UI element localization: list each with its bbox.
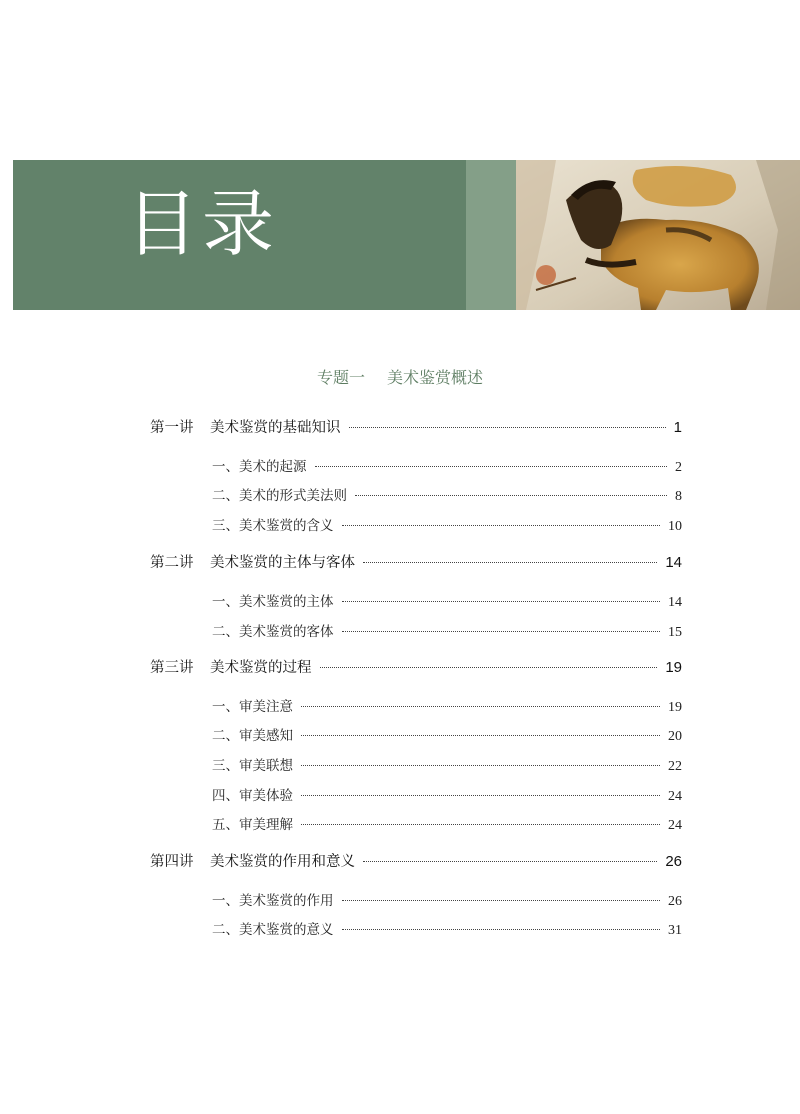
page-number: 26 [668, 894, 682, 909]
page-number: 10 [668, 519, 682, 534]
page-number: 2 [675, 460, 682, 475]
dot-leader [363, 861, 657, 862]
page-number: 15 [668, 625, 682, 640]
page-number: 1 [673, 419, 682, 436]
section-title: 二、美术鉴赏的客体 [212, 624, 334, 640]
dot-leader [342, 525, 661, 526]
lecture-number: 第一讲 [150, 420, 194, 436]
section-title: 一、美术的起源 [212, 459, 307, 475]
cave-painting-image [516, 160, 800, 310]
toc-section[interactable] [212, 784, 682, 805]
page-title: 目录 [126, 182, 279, 266]
dot-leader [342, 929, 661, 930]
header-banner [13, 160, 800, 310]
dot-leader [301, 765, 660, 766]
lecture-number: 第四讲 [150, 854, 194, 870]
topic-title: 美术鉴赏概述 [387, 368, 484, 387]
dot-leader [301, 706, 660, 707]
page-number: 20 [668, 729, 682, 744]
topic-number: 专题一 [316, 368, 365, 387]
banner-green-block [13, 160, 466, 310]
toc-lecture-3[interactable] [150, 656, 682, 677]
page-number: 24 [668, 818, 682, 833]
dot-leader [320, 667, 658, 668]
section-title: 一、美术鉴赏的主体 [212, 594, 334, 610]
toc-section[interactable] [212, 889, 682, 910]
section-title: 二、美术的形式美法则 [212, 488, 347, 504]
toc-section[interactable] [212, 724, 682, 745]
toc-section[interactable] [212, 484, 682, 505]
dot-leader [355, 495, 667, 496]
toc-section[interactable] [212, 590, 682, 611]
dot-leader [342, 900, 661, 901]
toc-section[interactable] [212, 918, 682, 939]
cave-painting-illustration [516, 160, 800, 310]
section-title: 二、美术鉴赏的意义 [212, 922, 334, 938]
dot-leader [301, 824, 660, 825]
page-number: 14 [668, 595, 682, 610]
page-number: 24 [668, 789, 682, 804]
page-number: 8 [675, 489, 682, 504]
dot-leader [342, 631, 661, 632]
dot-leader [349, 427, 666, 428]
section-title: 三、审美联想 [212, 758, 293, 774]
section-title: 一、审美注意 [212, 699, 293, 715]
lecture-title: 美术鉴赏的主体与客体 [210, 555, 355, 571]
dot-leader [363, 562, 657, 563]
page-number: 31 [668, 923, 682, 938]
toc-lecture-4[interactable] [150, 850, 682, 871]
lecture-title: 美术鉴赏的作用和意义 [210, 854, 355, 870]
lecture-number: 第三讲 [150, 660, 194, 676]
toc-section[interactable] [212, 813, 682, 834]
page-number: 14 [665, 554, 682, 571]
toc-section[interactable] [212, 695, 682, 716]
page-number: 26 [665, 853, 682, 870]
page-number: 19 [665, 659, 682, 676]
dot-leader [301, 735, 660, 736]
dot-leader [315, 466, 668, 467]
toc-lecture-1[interactable] [150, 416, 682, 437]
toc-section[interactable] [212, 455, 682, 476]
section-title: 四、审美体验 [212, 788, 293, 804]
banner-accent-strip [466, 160, 516, 310]
section-title: 一、美术鉴赏的作用 [212, 893, 334, 909]
page-number: 19 [668, 700, 682, 715]
topic-heading [0, 365, 800, 388]
toc-lecture-2[interactable] [150, 551, 682, 572]
lecture-title: 美术鉴赏的过程 [210, 660, 312, 676]
toc-section[interactable] [212, 620, 682, 641]
lecture-number: 第二讲 [150, 555, 194, 571]
dot-leader [301, 795, 660, 796]
dot-leader [342, 601, 661, 602]
page-number: 22 [668, 759, 682, 774]
section-title: 三、美术鉴赏的含义 [212, 518, 334, 534]
section-title: 二、审美感知 [212, 728, 293, 744]
lecture-title: 美术鉴赏的基础知识 [210, 420, 341, 436]
toc-section[interactable] [212, 754, 682, 775]
toc-section[interactable] [212, 514, 682, 535]
section-title: 五、审美理解 [212, 817, 293, 833]
